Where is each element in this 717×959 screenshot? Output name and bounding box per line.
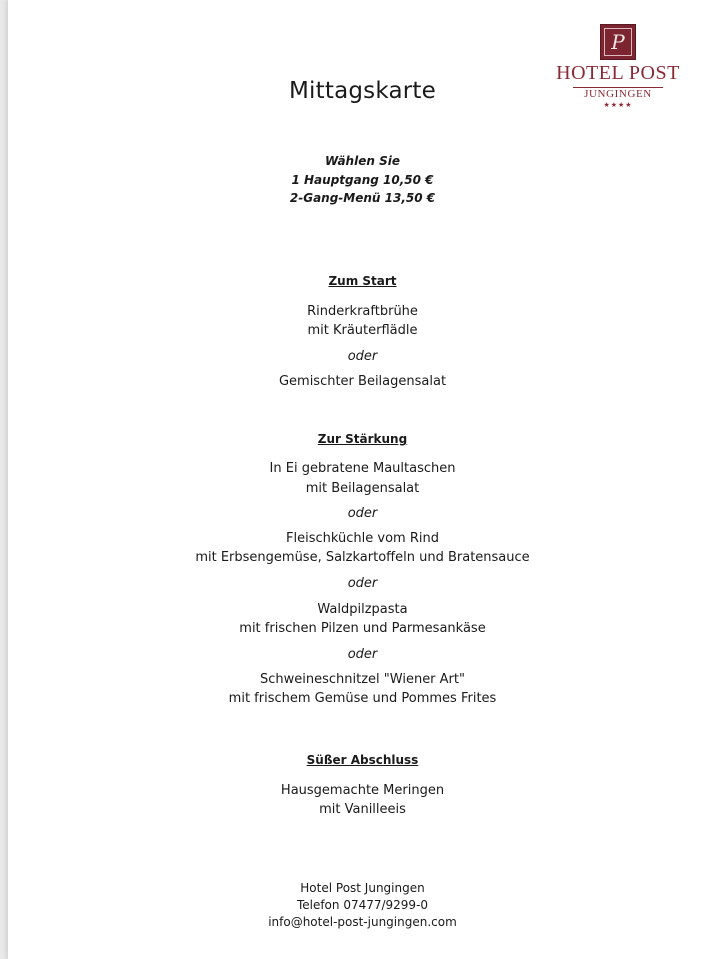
monogram-emblem — [600, 24, 636, 60]
footer-phone: Telefon 07477/9299-0 — [296, 898, 429, 912]
section-heading-starter: Zum Start — [328, 274, 397, 288]
intro-price-menu: 2-Gang-Menü 13,50 € — [289, 191, 436, 205]
intro-price-main: 1 Hauptgang 10,50 € — [291, 173, 434, 187]
footer-email: info@hotel-post-jungingen.com — [268, 915, 457, 929]
monogram-letter: P — [604, 28, 632, 56]
main-dish-2-name: Fleischküchle vom Rind — [286, 531, 439, 546]
logo-stars: ★★★★ — [603, 101, 633, 109]
section-heading-main: Zur Stärkung — [317, 432, 408, 446]
logo-hotel-name: HOTEL POST — [556, 62, 680, 84]
main-dish-3-name: Waldpilzpasta — [317, 602, 408, 617]
main-dish-4-desc: mit frischem Gemüse und Pommes Frites — [228, 691, 497, 706]
main-dish-2-desc: mit Erbsengemüse, Salzkartoffeln und Bratensauce — [195, 550, 530, 565]
starter-option-2: Gemischter Beilagensalat — [278, 374, 447, 389]
main-dish-1-desc: mit Beilagensalat — [305, 481, 420, 496]
dessert-name: Hausgemachte Meringen — [280, 783, 445, 798]
starter-option-1-name: Rinderkraftbrühe — [307, 304, 418, 319]
section-heading-dessert: Süßer Abschluss — [306, 753, 419, 767]
main-dish-4-name: Schweineschnitzel "Wiener Art" — [260, 672, 465, 687]
footer-hotel-name: Hotel Post Jungingen — [300, 881, 425, 895]
main-or-1: oder — [347, 506, 378, 521]
logo-location: JUNGINGEN — [584, 88, 652, 100]
main-or-3: oder — [347, 647, 378, 662]
starter-option-1-desc: mit Kräuterflädle — [307, 323, 418, 338]
main-or-2: oder — [347, 576, 378, 591]
starter-or: oder — [347, 349, 378, 364]
page-title: Mittagskarte — [289, 78, 436, 104]
dessert-desc: mit Vanilleeis — [319, 802, 406, 817]
menu-page — [8, 0, 717, 959]
intro-line-1: Wählen Sie — [325, 154, 400, 168]
main-dish-1-name: In Ei gebratene Maultaschen — [269, 461, 456, 476]
main-dish-3-desc: mit frischen Pilzen und Parmesankäse — [239, 621, 486, 636]
